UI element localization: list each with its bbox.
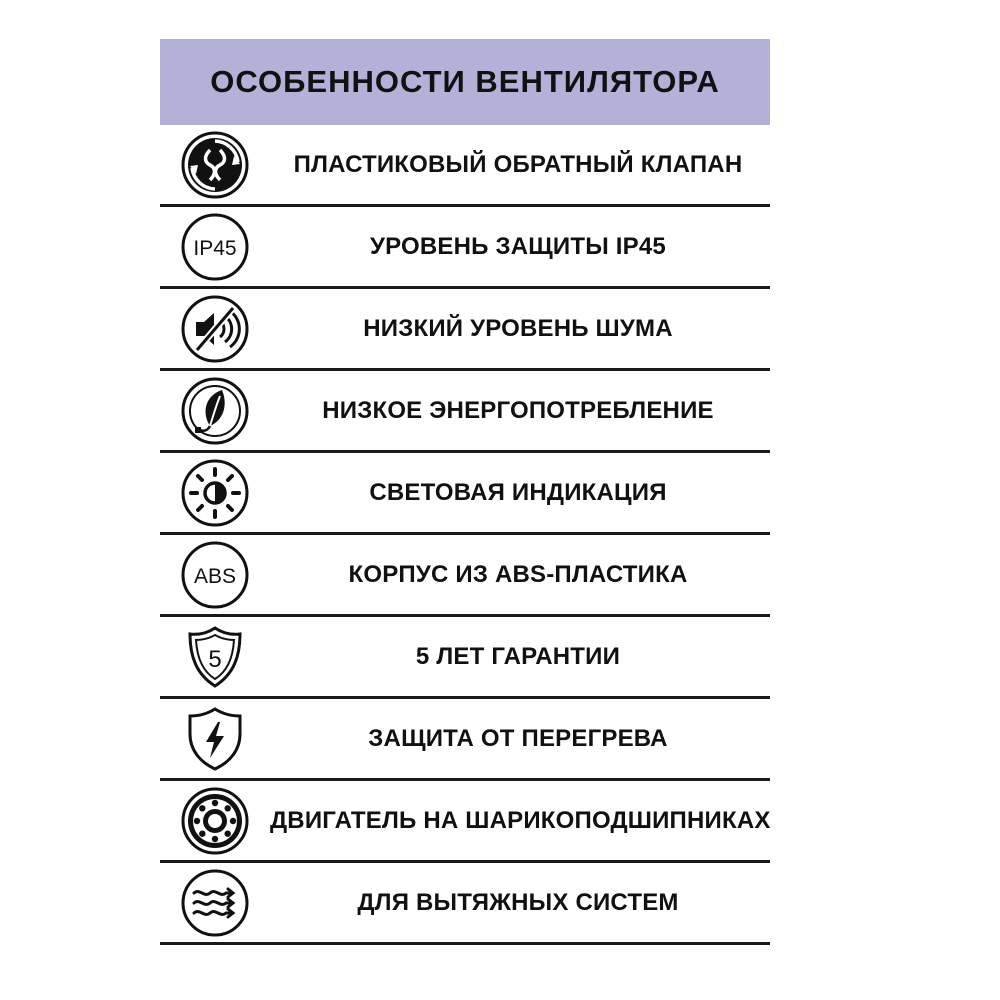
feature-label: НИЗКИЙ УРОВЕНЬ ШУМА (363, 314, 673, 342)
feature-label: ДЛЯ ВЫТЯЖНЫХ СИСТЕМ (357, 888, 679, 916)
feature-label: ДВИГАТЕЛЬ НА ШАРИКОПОДШИПНИКАХ (270, 806, 771, 834)
feature-row-abs-housing (160, 535, 770, 617)
header-banner (160, 39, 770, 125)
ip45-icon-text: IP45 (193, 236, 237, 260)
muted-speaker-icon (180, 294, 250, 364)
ip45-icon (180, 212, 250, 282)
features-card (160, 39, 770, 945)
check-valve-icon (180, 130, 250, 200)
abs-icon-text: ABS (193, 564, 237, 588)
leaf-plug-icon (180, 376, 250, 446)
feature-row-low-noise (160, 289, 770, 371)
shield-lightning-icon (180, 704, 250, 774)
feature-row-ball-bearing (160, 781, 770, 863)
feature-row-warranty (160, 617, 770, 699)
exhaust-air-icon (180, 868, 250, 938)
feature-label: НИЗКОЕ ЭНЕРГОПОТРЕБЛЕНИЕ (322, 396, 714, 424)
feature-list (160, 125, 770, 945)
feature-label: СВЕТОВАЯ ИНДИКАЦИЯ (369, 478, 667, 506)
shield-5-icon (180, 622, 250, 692)
sun-indicator-icon (180, 458, 250, 528)
ball-bearing-icon (180, 786, 250, 856)
feature-row-check-valve (160, 125, 770, 207)
abs-icon (180, 540, 250, 610)
feature-row-ip45 (160, 207, 770, 289)
feature-row-light-indication (160, 453, 770, 535)
feature-row-exhaust-systems (160, 863, 770, 945)
feature-label: УРОВЕНЬ ЗАЩИТЫ IP45 (370, 232, 666, 260)
shield-5-icon-text: 5 (208, 645, 222, 673)
feature-label: ЗАЩИТА ОТ ПЕРЕГРЕВА (368, 724, 668, 752)
feature-label: 5 ЛЕТ ГАРАНТИИ (415, 642, 621, 670)
feature-label: ПЛАСТИКОВЫЙ ОБРАТНЫЙ КЛАПАН (293, 150, 743, 178)
feature-label: КОРПУС ИЗ ABS-ПЛАСТИКА (348, 560, 688, 588)
feature-row-low-energy (160, 371, 770, 453)
feature-row-overheat-protection (160, 699, 770, 781)
page-title: ОСОБЕННОСТИ ВЕНТИЛЯТОРА (210, 64, 720, 99)
